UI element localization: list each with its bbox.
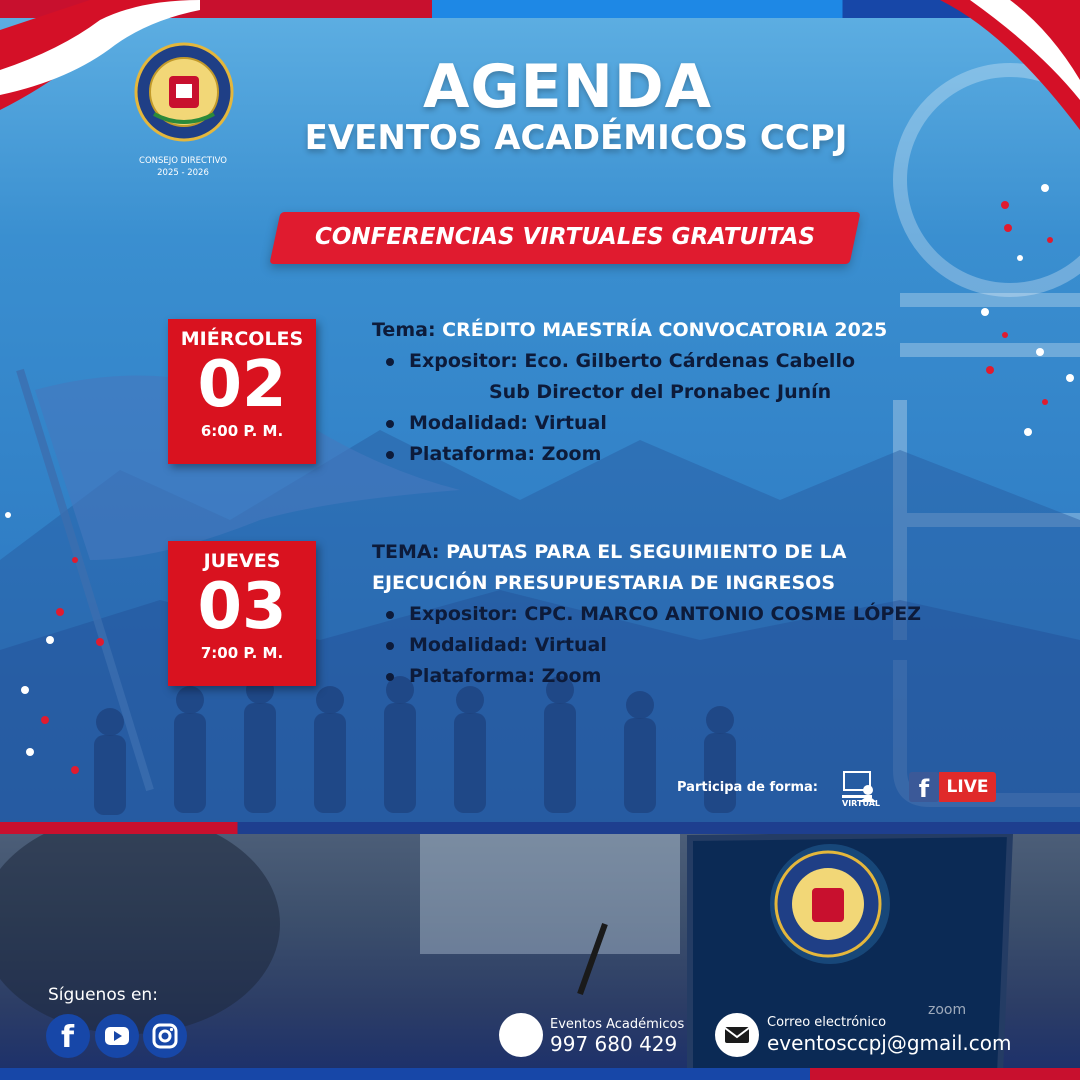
modalidad-text: Modalidad: Virtual (409, 412, 607, 434)
event-day: JUEVES (203, 550, 281, 572)
event-day: MIÉRCOLES (180, 328, 304, 350)
facebook-social-icon[interactable] (46, 1014, 90, 1058)
bullet-icon (386, 642, 394, 650)
whatsapp-label: Eventos Académicos (550, 1017, 685, 1032)
topic-label: Tema: (372, 319, 436, 341)
banner-text: CONFERENCIAS VIRTUALES GRATUITAS (314, 224, 816, 250)
list-item (372, 439, 992, 470)
live-badge: LIVE (939, 772, 996, 802)
expositor-text: Expositor: CPC. MARCO ANTONIO COSME LÓPEZ (409, 603, 922, 625)
instagram-social-icon[interactable] (143, 1014, 187, 1058)
bullet-icon (386, 358, 394, 366)
plataforma-text: Plataforma: Zoom (409, 443, 602, 465)
bottom-color-strip (0, 1068, 1080, 1080)
event-details-2 (372, 537, 1012, 692)
bullet-icon (386, 420, 394, 428)
email-value[interactable]: eventosccpj@gmail.com (767, 1031, 1012, 1055)
event-time: 6:00 P. M. (200, 422, 284, 440)
event-date: 03 (197, 570, 287, 644)
email-icon (715, 1013, 759, 1057)
expositor-subtitle: Sub Director del Pronabec Junín (489, 381, 832, 403)
email-label: Correo electrónico (767, 1015, 887, 1030)
follow-us-label: Síguenos en: (48, 985, 158, 1005)
plataforma-text: Plataforma: Zoom (409, 665, 602, 687)
facebook-icon: f (909, 772, 939, 802)
bullet-icon (386, 451, 394, 459)
logo-caption-line2: 2025 - 2026 (157, 168, 209, 178)
expositor-text: Expositor: Eco. Gilberto Cárdenas Cabello (409, 350, 856, 372)
whatsapp-number[interactable]: 997 680 429 (550, 1032, 678, 1056)
list-item (372, 346, 992, 377)
list-item (372, 661, 1012, 692)
modalidad-text: Modalidad: Virtual (409, 634, 607, 656)
page-subtitle: EVENTOS ACADÉMICOS CCPJ (304, 118, 848, 158)
logo-caption-line1: CONSEJO DIRECTIVO (139, 156, 227, 166)
divider-strip (0, 822, 1080, 834)
event-time: 7:00 P. M. (200, 644, 284, 662)
youtube-social-icon[interactable] (95, 1014, 139, 1058)
event-details-1 (372, 315, 992, 470)
event-topic (372, 315, 992, 346)
topic-value-line2: EJECUCIÓN PRESUPUESTARIA DE INGRESOS (372, 572, 836, 594)
participation-label: Participa de forma: (677, 780, 818, 795)
event-date: 02 (197, 348, 287, 422)
svg-text:f: f (61, 1020, 75, 1055)
event-info-list (372, 346, 992, 470)
list-item (372, 408, 992, 439)
date-box-1 (168, 319, 316, 464)
logo-caption (118, 155, 248, 179)
whatsapp-icon (499, 1013, 543, 1057)
list-item (372, 599, 1012, 630)
event-topic (372, 537, 1012, 568)
date-box-2 (168, 541, 316, 686)
list-item (372, 630, 1012, 661)
event-info-list (372, 599, 1012, 692)
screen-text: zoom (928, 1002, 967, 1018)
page-title: AGENDA (422, 52, 713, 122)
topic-value: CRÉDITO MAESTRÍA CONVOCATORIA 2025 (442, 319, 888, 341)
topic-value: PAUTAS PARA EL SEGUIMIENTO DE LA (446, 541, 847, 563)
topic-label: TEMA: (372, 541, 440, 563)
virtual-label: VIRTUAL (842, 799, 880, 808)
bullet-icon (386, 673, 394, 681)
bullet-icon (386, 611, 394, 619)
